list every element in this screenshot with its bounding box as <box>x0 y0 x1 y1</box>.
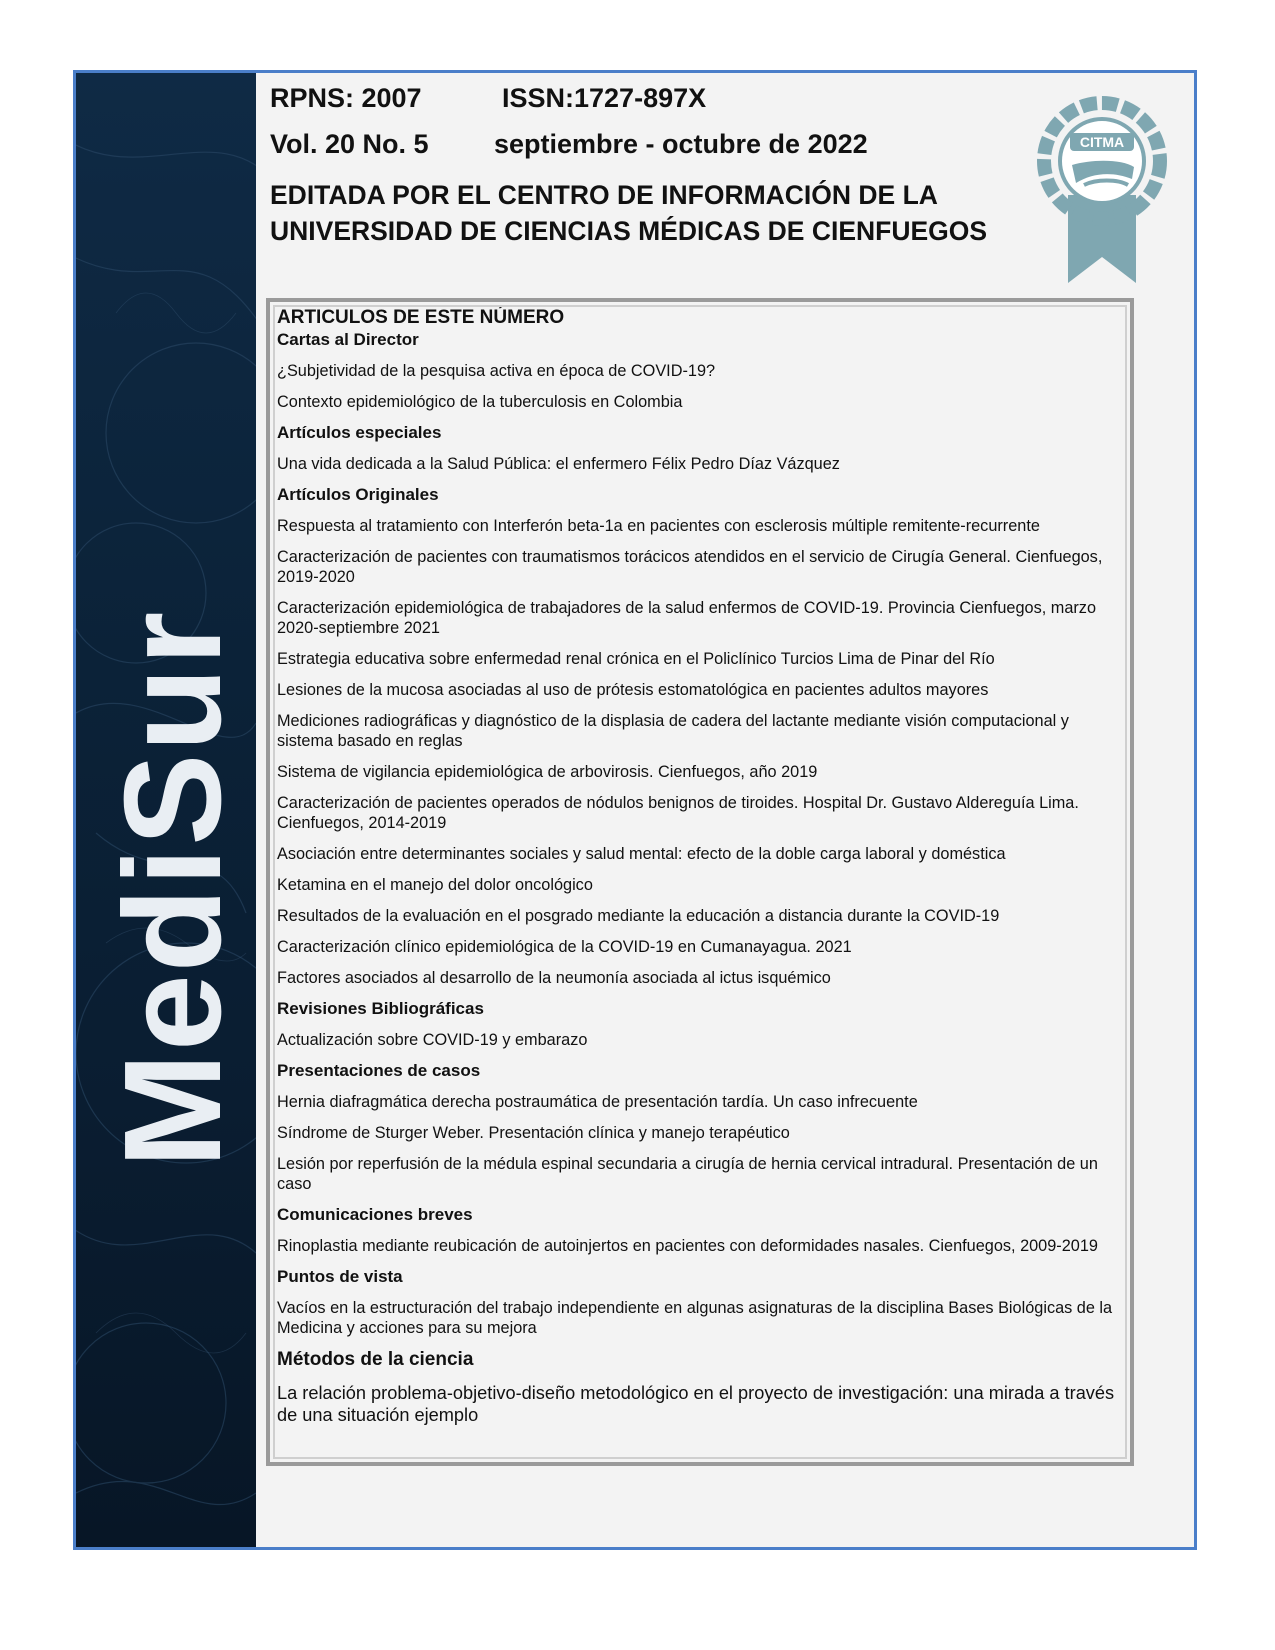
section-heading: Cartas al Director <box>277 330 419 349</box>
section-heading: Artículos Originales <box>277 485 439 504</box>
sidebar-brand-panel <box>76 73 256 1547</box>
article-link[interactable]: Actualización sobre COVID-19 y embarazo <box>277 1031 588 1049</box>
article-link[interactable]: Lesiones de la mucosa asociadas al uso de prótesis estomatológica en pacientes adultos mayores <box>277 681 989 699</box>
section-heading: Revisiones Bibliográficas <box>277 999 484 1018</box>
publisher-statement <box>270 177 987 249</box>
article-link[interactable]: La relación problema-objetivo-diseño metodológico en el proyecto de investigación: una mirada a través de una situación ejemplo <box>277 1383 1115 1425</box>
article-link[interactable]: Síndrome de Sturger Weber. Presentación clínica y manejo terapéutico <box>277 1124 790 1142</box>
table-of-contents <box>266 298 1134 1466</box>
article-link[interactable]: Ketamina en el manejo del dolor oncológico <box>277 876 593 894</box>
article-link[interactable]: Caracterización clínico epidemiológica de la COVID-19 en Cumanayagua. 2021 <box>277 938 852 956</box>
seal-label: CITMA <box>1079 134 1125 150</box>
section-heading: Métodos de la ciencia <box>277 1349 474 1370</box>
publisher-line-1: EDITADA POR EL CENTRO DE INFORMACIÓN DE LA <box>270 180 938 210</box>
article-link[interactable]: Sistema de vigilancia epidemiológica de arbovirosis. Cienfuegos, año 2019 <box>277 763 818 781</box>
article-link[interactable]: Factores asociados al desarrollo de la neumonía asociada al ictus isquémico <box>277 969 831 987</box>
article-link[interactable]: ¿Subjetividad de la pesquisa activa en época de COVID-19? <box>277 362 716 380</box>
article-link[interactable]: Contexto epidemiológico de la tuberculosis en Colombia <box>277 393 683 411</box>
publisher-line-2: UNIVERSIDAD DE CIENCIAS MÉDICAS DE CIENFUEGOS <box>270 216 988 246</box>
journal-cover <box>73 70 1197 1550</box>
article-link[interactable]: Rinoplastia mediante reubicación de autoinjertos en pacientes con deformidades nasales. Cienfuegos, 2009-2019 <box>277 1237 1098 1255</box>
article-link[interactable]: Respuesta al tratamiento con Interferón beta-1a en pacientes con esclerosis múltiple remitente-recurrente <box>277 517 1040 535</box>
article-link[interactable]: Vacíos en la estructuración del trabajo independiente en algunas asignaturas de la disciplina Bases Biológicas de la Medicina y acciones para su mejora <box>277 1299 1113 1337</box>
section-heading: Presentaciones de casos <box>277 1061 481 1080</box>
article-link[interactable]: Caracterización de pacientes con traumatismos torácicos atendidos en el servicio de Cirugía General. Cienfuegos, 2019-2020 <box>277 548 1103 586</box>
section-heading: Puntos de vista <box>277 1267 403 1286</box>
article-link[interactable]: Caracterización epidemiológica de trabajadores de la salud enfermos de COVID-19. Provincia Cienfuegos, marzo 2020-septiembre 2021 <box>277 599 1097 637</box>
article-link[interactable]: Estrategia educativa sobre enfermedad renal crónica en el Policlínico Turcios Lima de Pinar del Río <box>277 650 995 668</box>
section-heading: Comunicaciones breves <box>277 1205 473 1224</box>
journal-header <box>256 73 1194 305</box>
article-link[interactable]: Lesión por reperfusión de la médula espinal secundaria a cirugía de hernia cervical intradural. Presentación de un caso <box>277 1155 1098 1193</box>
rpns-number: RPNS: 2007 <box>270 83 422 113</box>
volume-number: Vol. 20 No. 5 <box>270 129 429 159</box>
section-heading: Artículos especiales <box>277 423 442 442</box>
article-link[interactable]: Hernia diafragmática derecha postraumática de presentación tardía. Un caso infrecuente <box>277 1093 918 1111</box>
issue-period: septiembre - octubre de 2022 <box>494 129 868 159</box>
brand-wordmark: MediSur <box>96 609 250 1168</box>
article-link[interactable]: Mediciones radiográficas y diagnóstico de la displasia de cadera del lactante mediante visión computacional y sistema basado en reglas <box>277 712 1069 750</box>
citma-seal-icon <box>1032 87 1172 287</box>
article-link[interactable]: Una vida dedicada a la Salud Pública: el enfermero Félix Pedro Díaz Vázquez <box>277 455 840 473</box>
article-link[interactable]: Caracterización de pacientes operados de nódulos benignos de tiroides. Hospital Dr. Gustavo Aldereguía Lima. Cienfuegos, 2014-2019 <box>277 794 1079 832</box>
article-link[interactable]: Resultados de la evaluación en el posgrado mediante la educación a distancia durante la COVID-19 <box>277 907 1000 925</box>
issn-number: ISSN:1727-897X <box>502 83 707 113</box>
contents-title: ARTICULOS DE ESTE NÚMERO <box>277 307 565 328</box>
article-link[interactable]: Asociación entre determinantes sociales y salud mental: efecto de la doble carga laboral y doméstica <box>277 845 1006 863</box>
